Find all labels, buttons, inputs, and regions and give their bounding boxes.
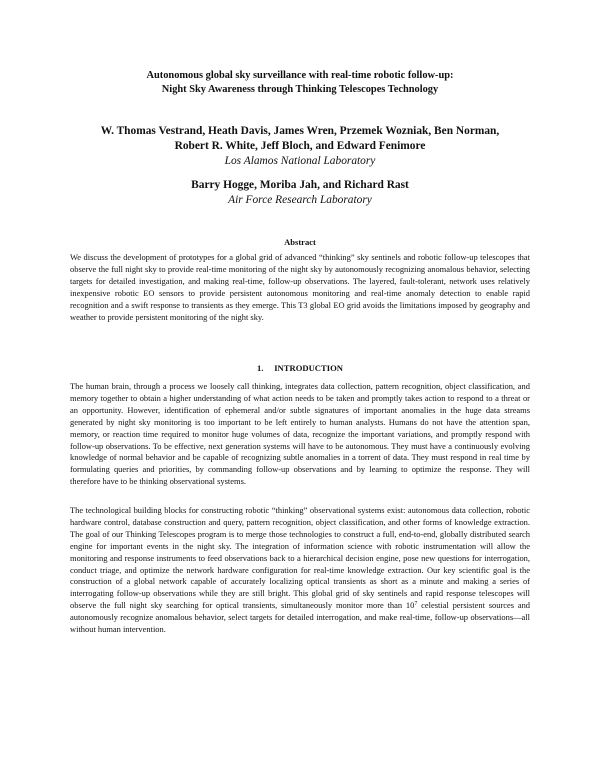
affiliation-lanl: Los Alamos National Laboratory [224, 155, 376, 167]
abstract-text: We discuss the development of prototypes for a global grid of advanced “thinking” sky sentinels and robotic follow-up telescopes that observe the full night sky to provide real-time monitoring of the night sky by autonomously recognizing anomalous behavior, selecting targets for detailed investigation, and making real-time, follow-up observations. The layered, fault-tolerant, network uses relatively inexpensive robotic EO sensors to provide persistent autonomous monitoring and real-time anomaly detection to enable rapid recognition and a swift response to transients as they emerge. This T3 global EO grid avoids the limitations imposed by geography and weather to provide persistent monitoring of the night sky. [70, 252, 530, 322]
exponent: 7 [414, 601, 418, 608]
title-line-1: Autonomous global sky surveillance with real-time robotic follow-up: [146, 70, 454, 81]
affiliation-afrl: Air Force Research Laboratory [228, 194, 372, 206]
intro-paragraph-1: The human brain, through a process we loosely call thinking, integrates data collection, pattern recognition, object classification, and memory together to obtain a higher understanding of what action needs to be taken and promptly takes action to respond to a threat or an opportunity. However, identification of ephemeral and/or subtle signatures of important anomalies in the huge data streams generated by night sky monitoring is too important to be left entirely to human analysts. Humans do not have the attention span, memory, or reaction time required to monitor huge volumes of data, recognize the important variations, and promptly respond with follow-up observations. To be effective, next generation systems will have to be autonomous. They must have a continuously evolving knowledge of normal behavior and be capable of recognizing subtle anomalies in a torrent of data. They must respond in real time by formulating queries and priorities, by commanding follow-up observations and by learning to optimize the response. They will therefore have to be thinking observational systems. [70, 381, 530, 487]
intro-paragraph-2 [70, 505, 530, 636]
abstract-heading: Abstract [284, 237, 316, 247]
intro-p2-part-a: The technological building blocks for constructing robotic “thinking” observational systems exist: autonomous data collection, robotic hardware control, database construction and query, pattern recognition, object classification, and other forms of knowledge extraction. The goal of our Thinking Telescopes program is to merge those technologies to construct a full, end-to-end, globally distributed search engine for important events in the night sky. The integration of information science with robotic instrumentation will allow the monitoring and response instruments to feed observations back to a hierarchical decision engine, pose new questions for interrogation, conduct triage, and optimize the network hardware configuration for real-time knowledge extraction. Our key scientific goal is the construction of a global network capable of accurately localizing optical transients as short as a minute and making a series of interrogating follow-up observations while they are still bright. This global grid of sky sentinels and rapid response telescopes will observe the full night sky searching for optical transients, simultaneously monitor more than 10 [70, 505, 530, 611]
section-heading-introduction: 1. INTRODUCTION [257, 363, 343, 373]
author-list-lanl [60, 124, 540, 154]
author-list-afrl: Barry Hogge, Moriba Jah, and Richard Rast [191, 179, 409, 191]
title-line-2: Night Sky Awareness through Thinking Telescopes Technology [161, 84, 439, 95]
authors-line-2: Robert R. White, Jeff Bloch, and Edward Fenimore [174, 140, 426, 152]
paper-title [60, 69, 540, 97]
authors-line-1: W. Thomas Vestrand, Heath Davis, James Wren, Przemek Wozniak, Ben Norman, [100, 125, 500, 137]
intro-p2-part-b: celestial persistent sources and autonomously recognize anomalous behavior, select targets for detailed interrogation, and make real-time, follow-up observations—all without human intervention. [70, 600, 531, 635]
